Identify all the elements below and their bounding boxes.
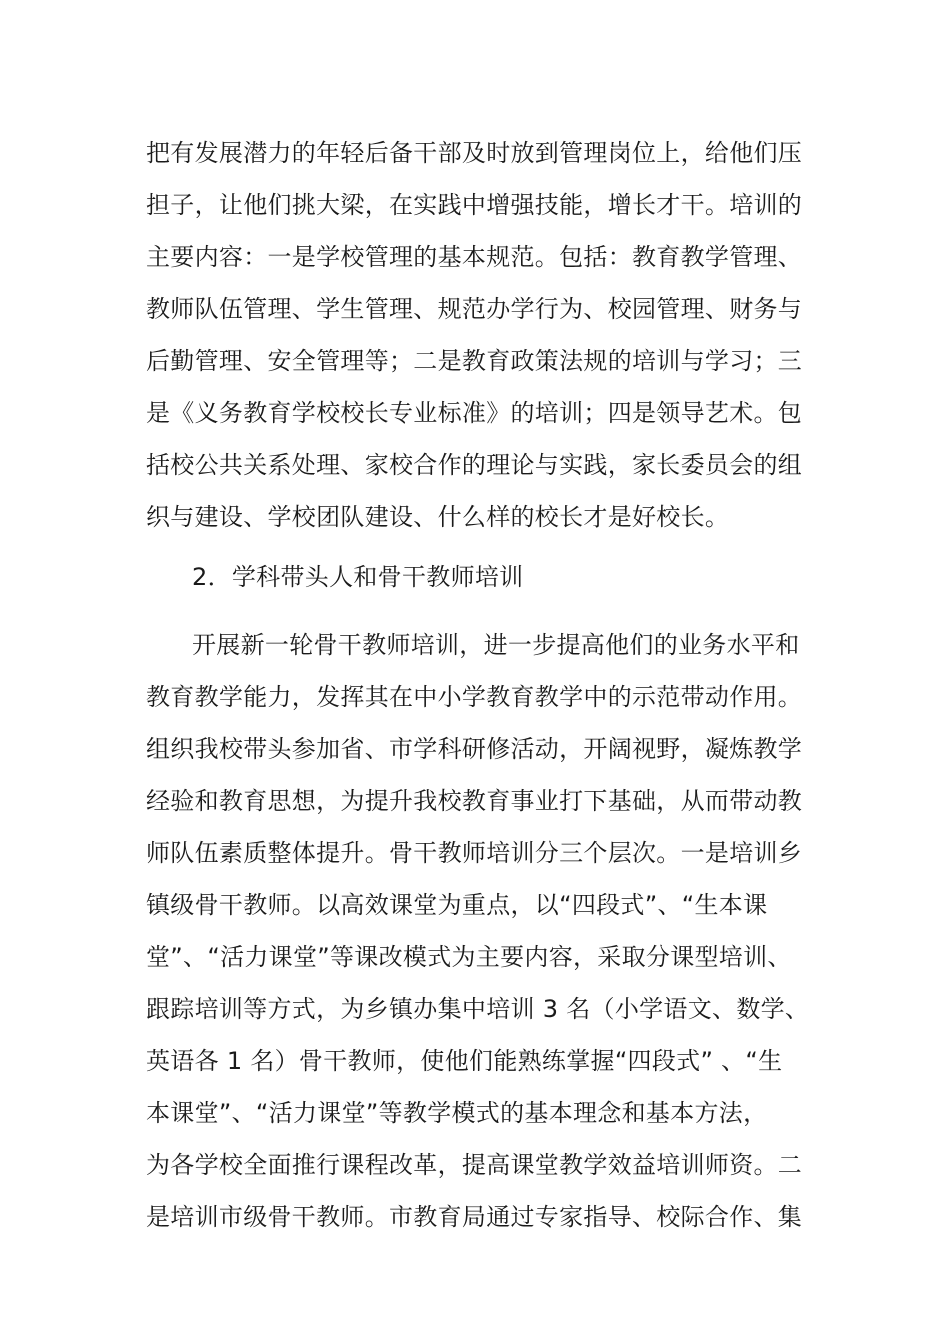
paragraph-2-line-11: 为各学校全面推行课程改革，提高课堂教学效益培训师资。二 (146, 1151, 803, 1179)
paragraph-1-line-8: 织与建设、学校团队建设、什么样的校长才是好校长。 (146, 503, 730, 531)
paragraph-2-line-4: 经验和教育思想，为提升我校教育事业打下基础，从而带动教 (146, 787, 803, 815)
paragraph-2-line-5: 师队伍素质整体提升。骨干教师培训分三个层次。一是培训乡 (146, 839, 803, 867)
paragraph-1-line-7: 括校公共关系处理、家校合作的理论与实践，家长委员会的组 (146, 451, 803, 479)
paragraph-2-line-3: 组织我校带头参加省、市学科研修活动，开阔视野，凝炼教学 (146, 735, 803, 763)
paragraph-2-line-12: 是培训市级骨干教师。市教育局通过专家指导、校际合作、集 (146, 1203, 803, 1231)
paragraph-1-line-1: 把有发展潜力的年轻后备干部及时放到管理岗位上，给他们压 (146, 139, 803, 167)
paragraph-1-line-4: 教师队伍管理、学生管理、规范办学行为、校园管理、财务与 (146, 295, 803, 323)
paragraph-1-line-2: 担子，让他们挑大梁，在实践中增强技能，增长才干。培训的 (146, 191, 803, 219)
paragraph-1-line-5: 后勤管理、安全管理等；二是教育政策法规的培训与学习；三 (146, 347, 803, 375)
section-heading: 2．学科带头人和骨干教师培训 (192, 563, 524, 591)
paragraph-2-line-8: 跟踪培训等方式，为乡镇办集中培训 3 名（小学语文、数学、 (146, 995, 810, 1023)
paragraph-2-line-2: 教育教学能力，发挥其在中小学教育教学中的示范带动作用。 (146, 683, 803, 711)
paragraph-2-line-6: 镇级骨干教师。以高效课堂为重点，以“四段式”、“生本课 (146, 891, 768, 919)
paragraph-2-line-10: 本课堂”、“活力课堂”等教学模式的基本理念和基本方法， (146, 1099, 768, 1127)
paragraph-1-line-3: 主要内容：一是学校管理的基本规范。包括：教育教学管理、 (146, 243, 803, 271)
paragraph-2-line-1: 开展新一轮骨干教师培训，进一步提高他们的业务水平和 (192, 631, 800, 659)
paragraph-1-line-6: 是《义务教育学校校长专业标准》的培训；四是领导艺术。包 (146, 399, 803, 427)
paragraph-2-line-7: 堂”、“活力课堂”等课改模式为主要内容，采取分课型培训、 (146, 943, 792, 971)
paragraph-2-line-9: 英语各 1 名）骨干教师，使他们能熟练掌握“四段式” 、“生 (146, 1047, 783, 1075)
